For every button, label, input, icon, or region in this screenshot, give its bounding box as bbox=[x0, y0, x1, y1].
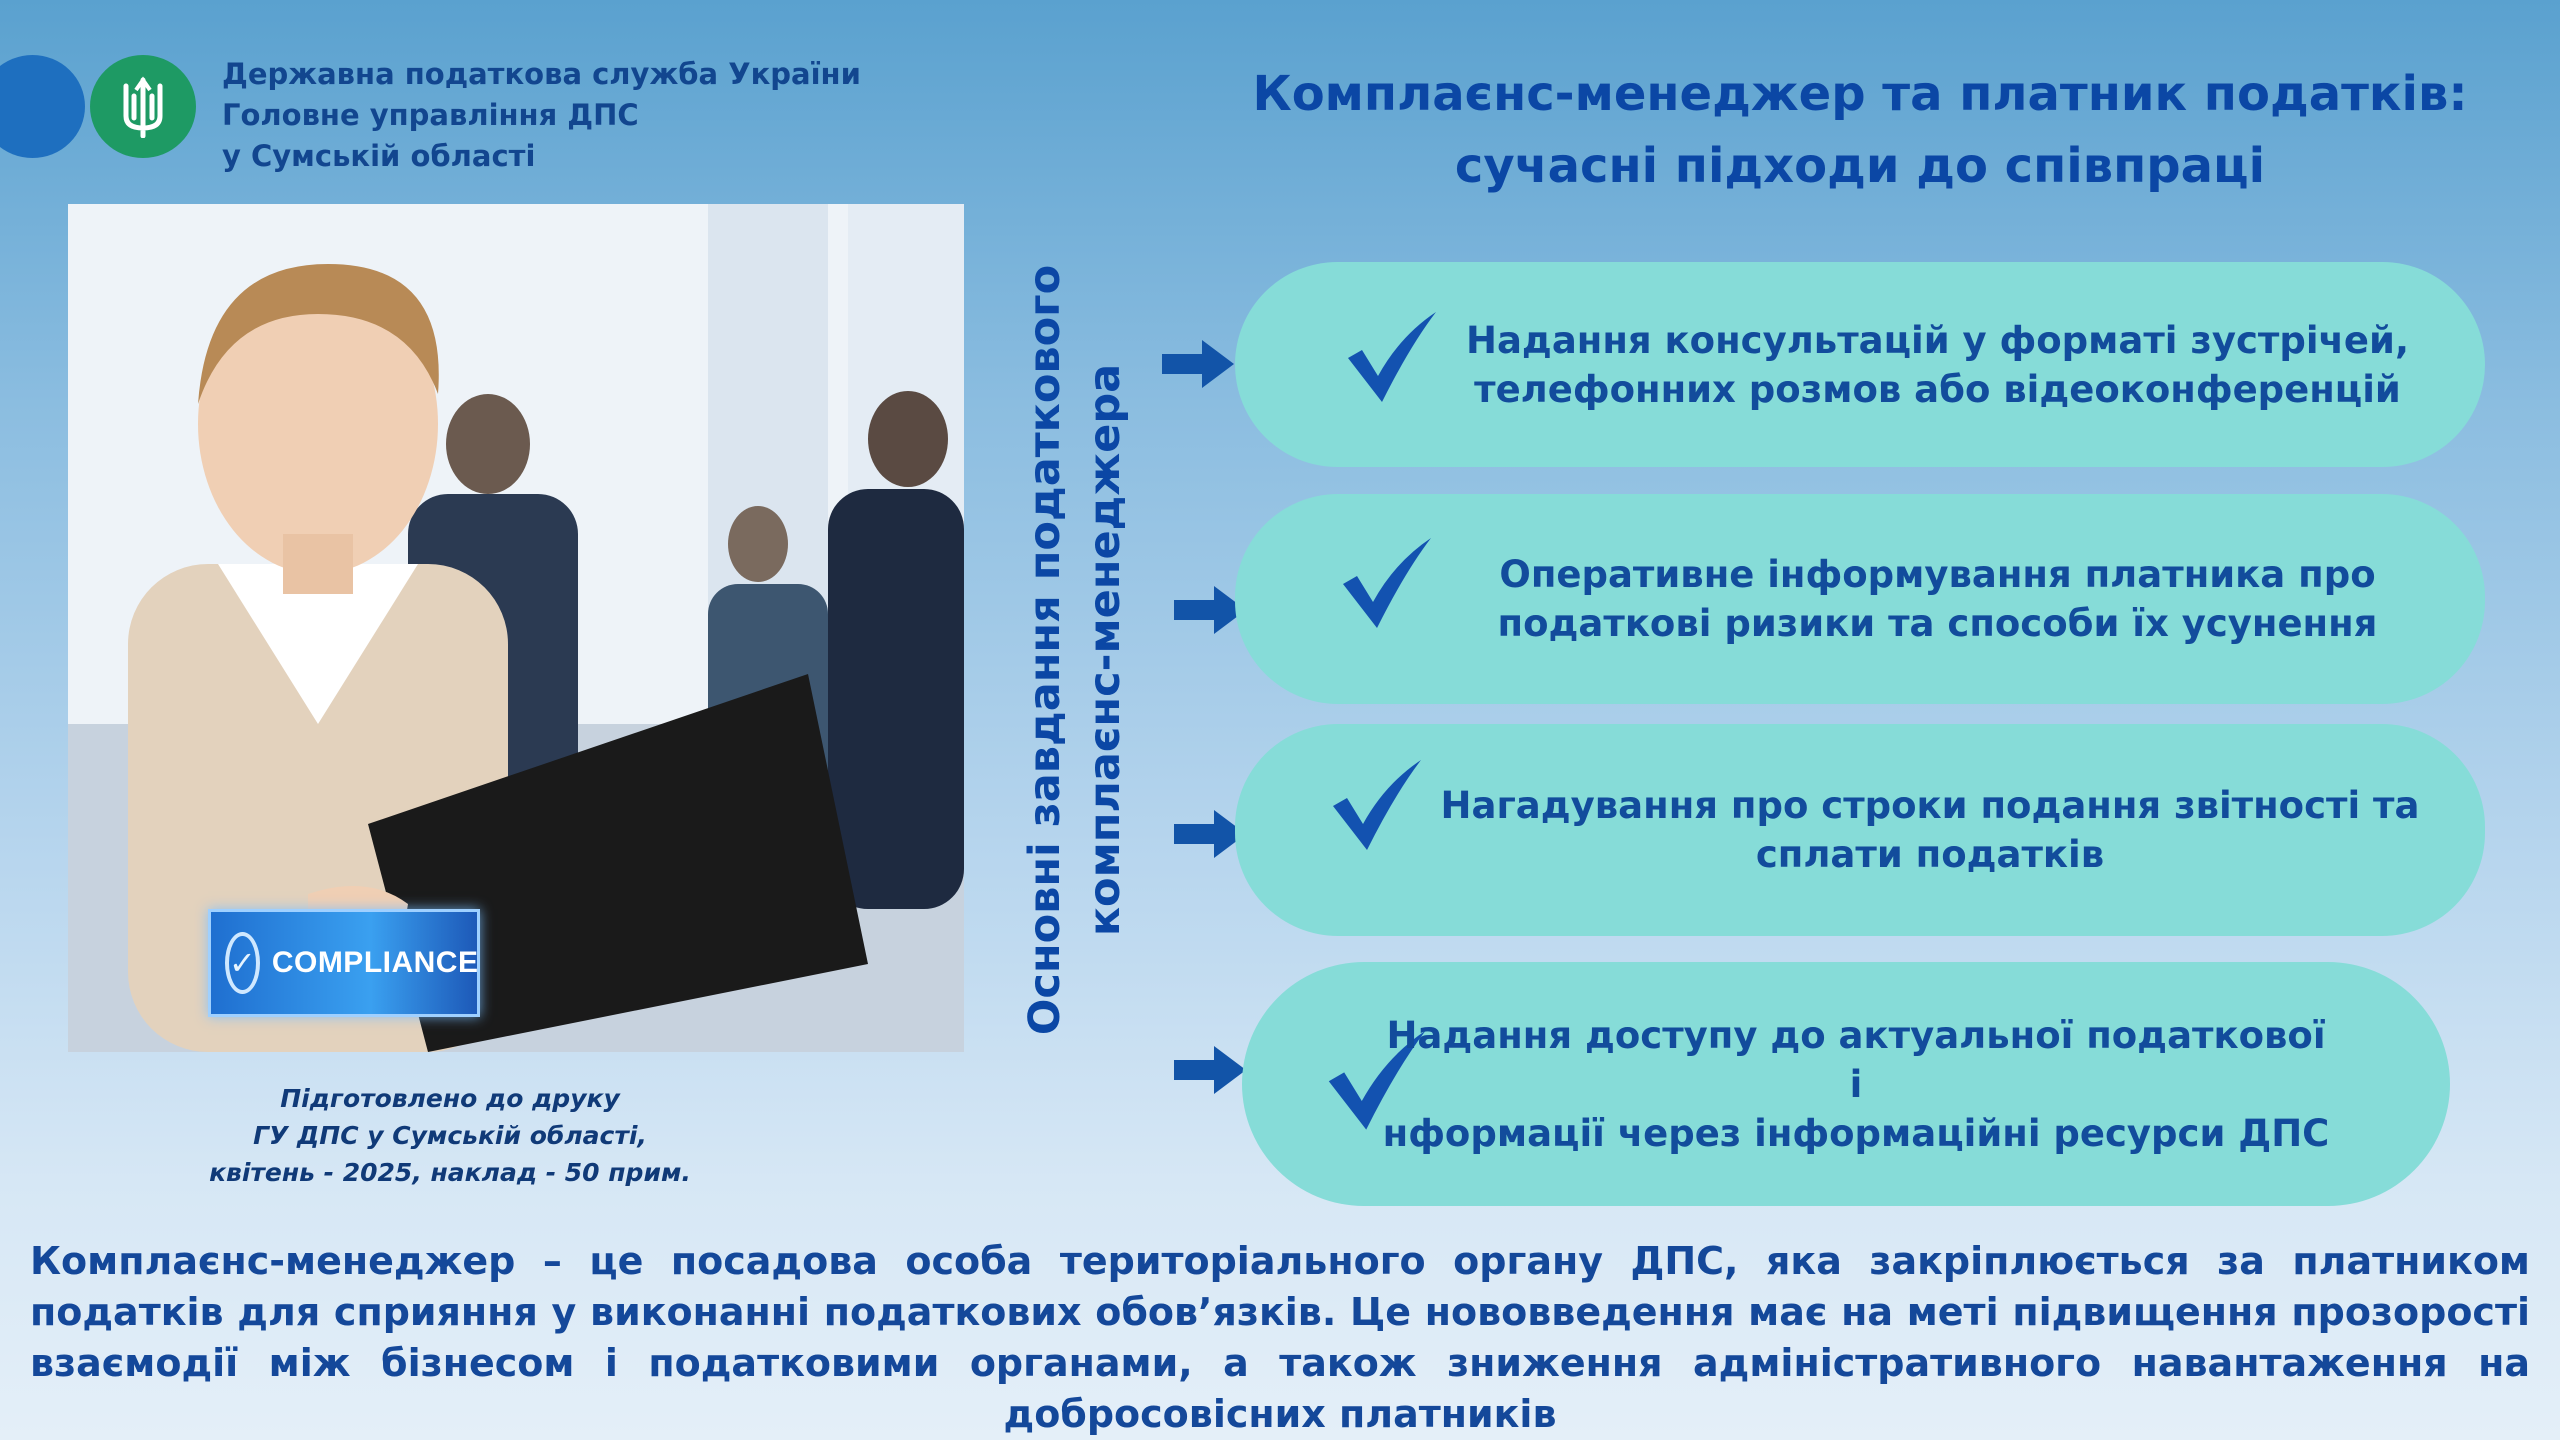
compliance-badge bbox=[208, 909, 480, 1017]
organization-name bbox=[222, 54, 861, 177]
task-item-3 bbox=[1235, 724, 2485, 936]
task-line-2: сплати податків bbox=[1755, 833, 2105, 876]
task-item-1 bbox=[1235, 262, 2485, 467]
credit-line-3: квітень - 2025, наклад - 50 прим. bbox=[209, 1158, 691, 1187]
arrow-right-icon bbox=[1170, 1042, 1250, 1098]
compliance-badge-text: COMPLIANCE bbox=[271, 946, 479, 979]
checkmark-icon bbox=[1335, 532, 1435, 632]
task-line-2: телефонних розмов або відеоконференцій bbox=[1474, 367, 2401, 411]
task-line-2: податкові ризики та способи їх усунення bbox=[1497, 602, 2378, 645]
org-line-2: Головне управління ДПС bbox=[222, 98, 639, 132]
vertical-label-line-2: комплаєнс-менеджера bbox=[1080, 363, 1130, 937]
task-text bbox=[1382, 962, 2330, 1206]
credit-line-1: Підготовлено до друку bbox=[280, 1084, 620, 1113]
task-line-1: Надання консультацій у форматі зустрічей, bbox=[1466, 318, 2409, 362]
vertical-label bbox=[1015, 245, 1135, 1055]
businesswoman-photo bbox=[68, 204, 964, 1052]
task-line-1: Нагадування про строки подання звітності та bbox=[1440, 784, 2420, 827]
check-seal-icon: ✓ bbox=[225, 932, 260, 994]
page-title bbox=[1180, 58, 2540, 202]
task-item-2 bbox=[1235, 494, 2485, 704]
trident-icon bbox=[116, 76, 170, 138]
print-credit bbox=[170, 1080, 730, 1191]
checkmark-icon bbox=[1340, 306, 1440, 406]
credit-line-2: ГУ ДПС у Сумській області, bbox=[253, 1121, 647, 1150]
task-line-1: Оперативне інформування платника про bbox=[1499, 553, 2376, 596]
description-paragraph: Комплаєнс-менеджер – це посадова особа територіального органу ДПС, яка закріплюється за платником податків для сприяння у виконанні податкових обов’язків. Це нововведення має на меті підвищення прозорості взаємодії між бізнесом і податковими органами, а також зниження адміністративного навантаження на добросовісних платників bbox=[30, 1239, 2530, 1436]
photo-illustration bbox=[68, 204, 964, 1052]
task-text bbox=[1420, 724, 2440, 936]
dps-emblem-logo bbox=[90, 55, 196, 158]
task-line-2: нформації через інформаційні ресурси ДПС bbox=[1382, 1111, 2330, 1155]
arrow-right-icon bbox=[1158, 336, 1238, 392]
logo-blue-circle bbox=[0, 55, 85, 158]
task-item-4 bbox=[1242, 962, 2450, 1206]
org-line-1: Державна податкова служба України bbox=[222, 57, 861, 91]
title-line-1: Комплаєнс-менеджер та платник податків: bbox=[1252, 66, 2468, 122]
vertical-label-line-1: Основні завдання податкового bbox=[1020, 264, 1070, 1036]
task-line-1: Надання доступу до актуальної податкової і bbox=[1386, 1013, 2326, 1106]
checkmark-icon bbox=[1325, 754, 1425, 854]
task-text bbox=[1435, 262, 2440, 467]
org-line-3: у Сумській області bbox=[222, 139, 536, 173]
task-text bbox=[1435, 494, 2440, 704]
title-line-2: сучасні підходи до співпраці bbox=[1454, 138, 2266, 194]
